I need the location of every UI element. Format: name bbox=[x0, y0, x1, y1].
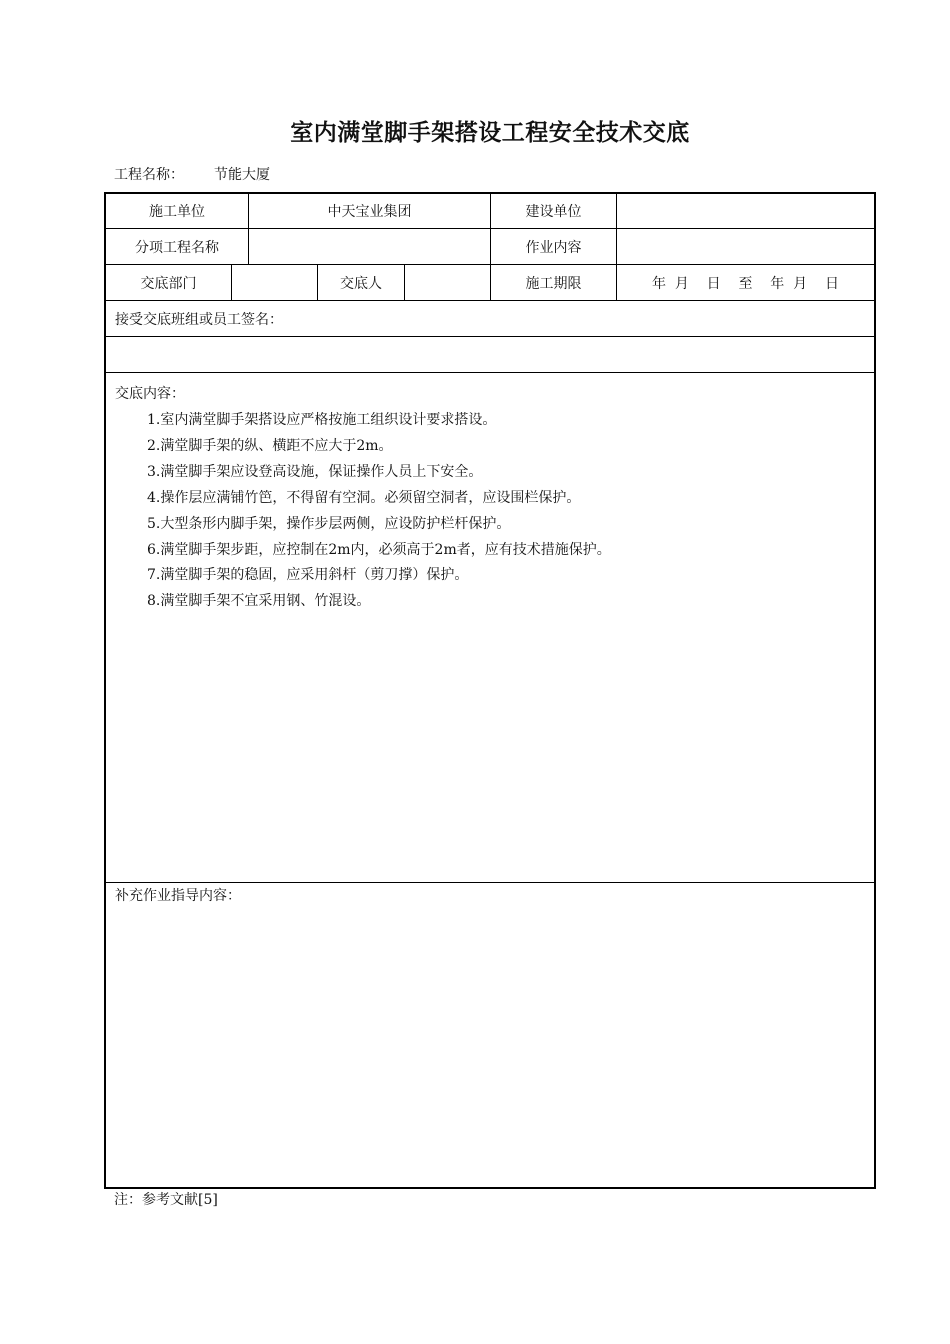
list-item: 4.操作层应满铺竹笆，不得留有空洞。必须留空洞者，应设围栏保护。 bbox=[147, 489, 581, 506]
disclosure-dept-value bbox=[232, 265, 317, 300]
construction-period-value: 年 月 日 至 年 月 日 bbox=[651, 275, 839, 292]
presenter-value bbox=[405, 265, 490, 300]
signature-area bbox=[106, 337, 874, 372]
list-item: 2.满堂脚手架的纵、横距不应大于2m。 bbox=[147, 437, 393, 454]
disclosure-form-table bbox=[104, 192, 876, 1189]
presenter-label: 交底人 bbox=[340, 275, 382, 292]
document-title: 室内满堂脚手架搭设工程安全技术交底 bbox=[290, 120, 690, 146]
list-item: 6.满堂脚手架步距，应控制在2m内，必须高于2m者，应有技术措施保护。 bbox=[147, 541, 611, 558]
signature-label: 接受交底班组或员工签名： bbox=[115, 311, 283, 328]
row-divider bbox=[106, 372, 874, 373]
construction-period-label: 施工期限 bbox=[525, 275, 582, 292]
construction-unit-value: 中天宝业集团 bbox=[327, 204, 412, 220]
work-content-label: 作业内容 bbox=[525, 239, 582, 256]
supplementary-guidance-label: 补充作业指导内容： bbox=[115, 888, 241, 904]
project-name-line bbox=[114, 164, 270, 184]
disclosure-contents-label: 交底内容： bbox=[115, 386, 185, 402]
reference-note: 注：参考文献[5] bbox=[114, 1192, 218, 1208]
construction-unit-label: 施工单位 bbox=[149, 204, 205, 220]
list-item: 3.满堂脚手架应设登高设施，保证操作人员上下安全。 bbox=[147, 463, 483, 480]
project-name-value: 节能大厦 bbox=[214, 167, 270, 183]
disclosure-contents-list bbox=[147, 408, 611, 615]
list-item: 5.大型条形内脚手架，操作步层两侧，应设防护栏杆保护。 bbox=[147, 515, 511, 532]
list-item: 8.满堂脚手架不宜采用钢、竹混设。 bbox=[147, 593, 371, 610]
disclosure-dept-label: 交底部门 bbox=[140, 275, 197, 292]
sub-project-value bbox=[249, 229, 490, 264]
list-item: 7.满堂脚手架的稳固，应采用斜杆（剪刀撑）保护。 bbox=[147, 567, 469, 584]
sub-project-label: 分项工程名称 bbox=[135, 239, 219, 256]
row-divider bbox=[106, 882, 874, 883]
list-item: 1.室内满堂脚手架搭设应严格按施工组织设计要求搭设。 bbox=[147, 412, 497, 428]
work-content-value bbox=[617, 229, 874, 264]
client-unit-label: 建设单位 bbox=[525, 204, 582, 220]
client-unit-value bbox=[617, 194, 874, 228]
project-name-label: 工程名称： bbox=[114, 167, 184, 183]
